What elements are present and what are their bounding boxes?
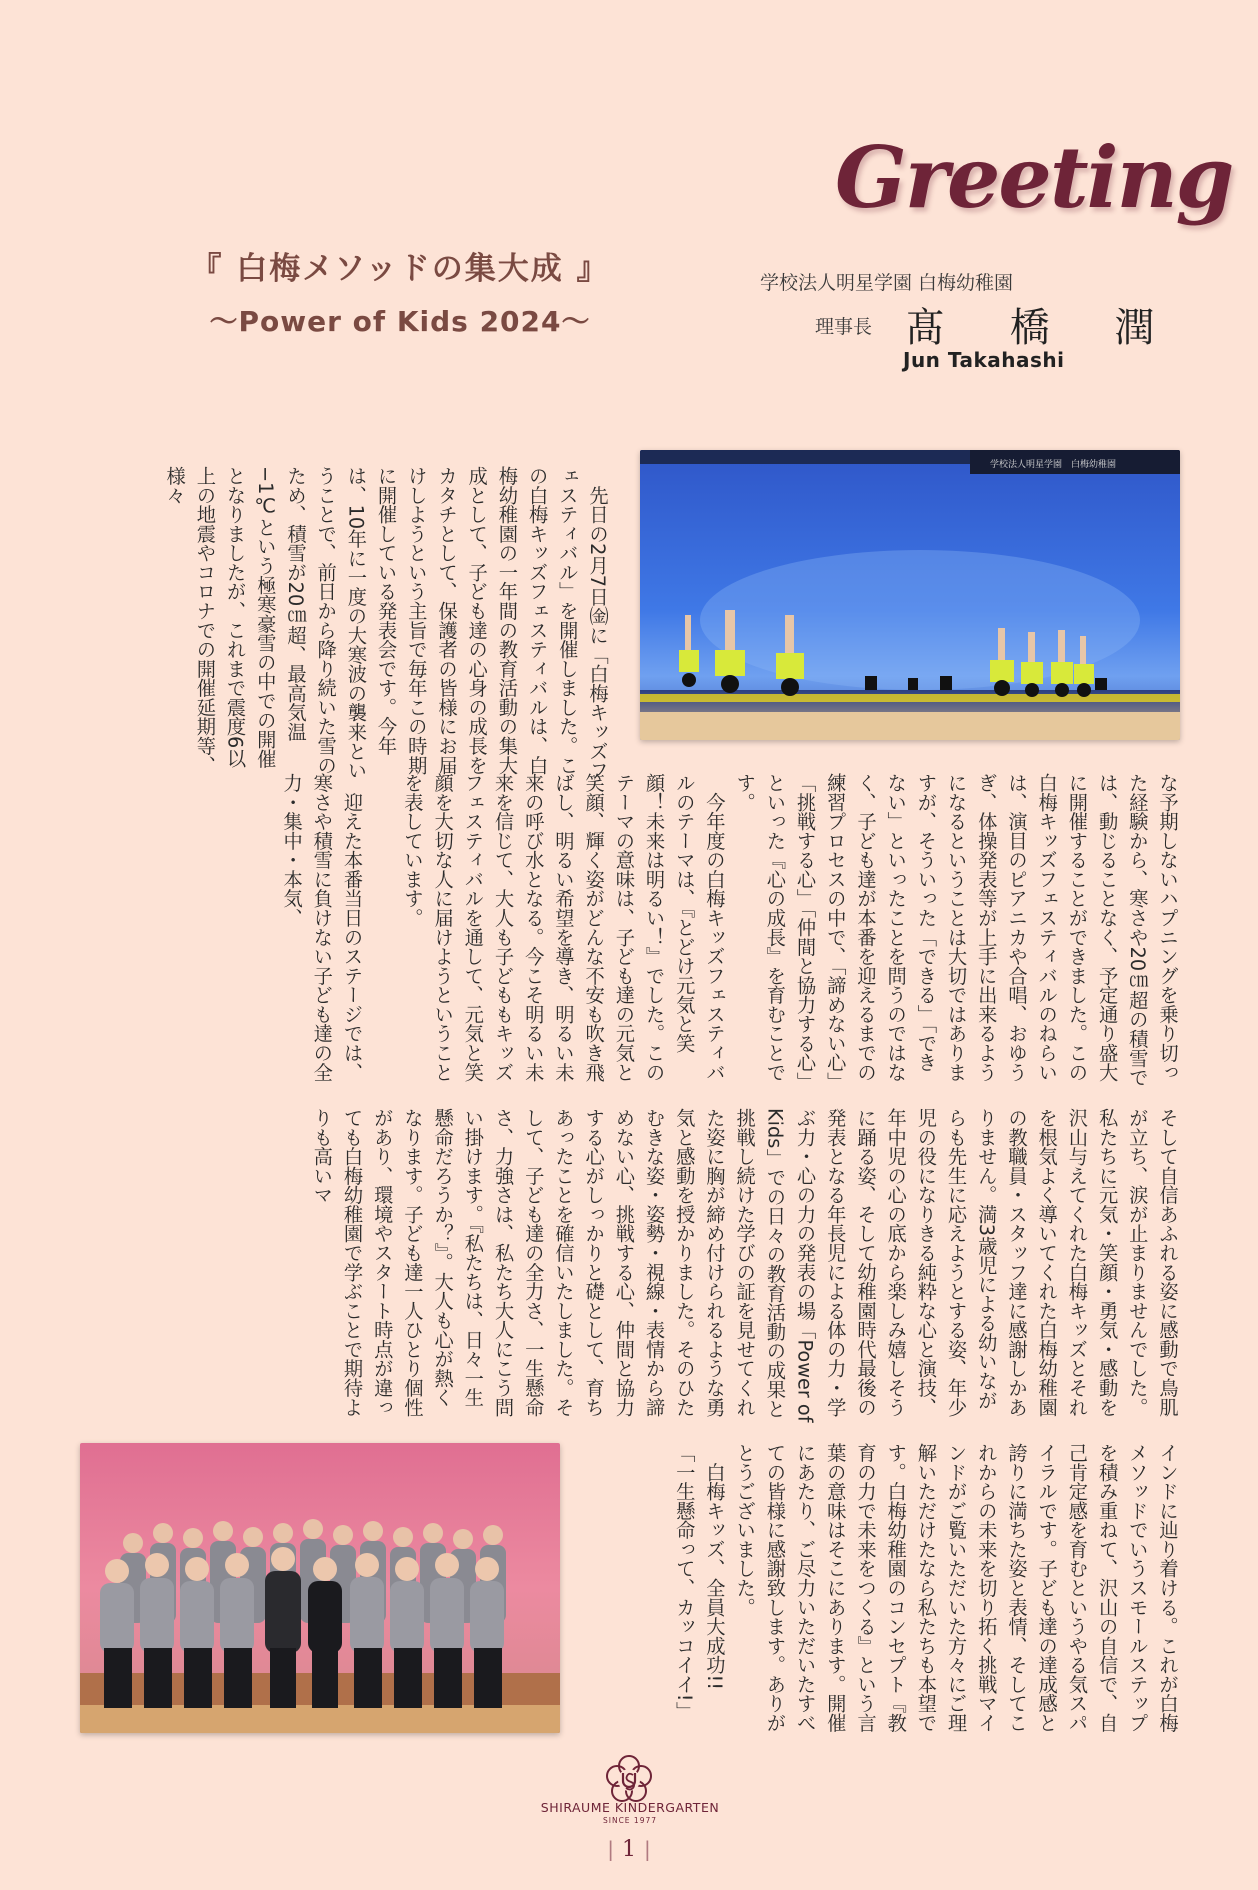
stage-performance-photo bbox=[640, 450, 1180, 740]
author-name-romaji: Jun Takahashi bbox=[903, 348, 1065, 372]
stage-banner-text: 学校法人明星学園 白梅幼稚園 bbox=[990, 460, 1117, 470]
body-text-lower: そして自信あふれる姿に感動で鳥肌が立ち、涙が止まりませんでした。私たちに元気・笑顔・勇気・感動を沢山与えてくれた白梅キッズとそれを根気よく導いてくれた白梅幼稚園の教職員・スタッフ達に感謝しかありません。満3歳児による幼いながらも先生に応えようとする姿、年少児の役になりきる純粋な心と演技、年中児の心の底から楽しみ嬉しそうに踊る姿、そして幼稚園時代最後の発表となる年長児による体の力・学ぶ力・心の力の発表の場「Power of Kids」での日々の教育活動の成果と挑戦し続けた学びの証を見せてくれた姿に胸が締め付けられるような勇気と感動を授かりました。そのひたむきな姿・姿勢・視線・表情から諦めない心、挑戦する心、仲間と協力する心がしっかりと礎として、育ちあったことを確信いたしました。そして、子ども達の全力さ、一生懸命さ、力強さは、私たち大人にこう問い掛けます。『私たちは、日々一生懸命だろうか？』。大人も心が熱くなります。子ども達一人ひとり個性があり、環境やスタート時点が違っても白梅幼稚園で学ぶことで期待よりも高いマ bbox=[310, 1108, 1179, 1423]
page-number-divider-right: | bbox=[644, 1837, 651, 1861]
author-name: 髙 橋 潤 bbox=[905, 305, 1181, 351]
body-text-bottom-right: インドに辿り着ける。これが白梅メソッドでいうスモールステップを積み重ねて、沢山の自信で、自己肯定感を育むというやる気スパイラルです。子ども達の達成感と誇りに満ちた姿と表情、そしてこれからの未来を切り拓く挑戦マインドがご覧いただいた方々にご理解いただけたなら私たちも本望です。白梅幼稚園のコンセプト『教育の力で未来をつくる』という言葉の意味はそこにあります。開催にあたり、ご尽力いただいたすべての皆様に感謝致します。ありがとうございました。 白梅キッズ、全員大成功!! 「一生懸命って、カッコイイ!」 bbox=[672, 1443, 1179, 1733]
greeting-heading: Greeting bbox=[835, 128, 1233, 227]
kindergarten-since: SINCE 1977 bbox=[602, 1816, 658, 1825]
page-number-divider-left: | bbox=[607, 1837, 614, 1861]
article-title: 『 白梅メソッドの集大成 』 bbox=[190, 251, 610, 287]
author-role: 理事長 bbox=[815, 316, 873, 338]
body-text-middle: な予期しないハプニングを乗り切った経験から、寒さや20㎝超の積雪では、動じることなく、予定通り盛大に開催することができました。この白梅キッズフェスティバルのねらいは、演目のピアニカや合唱、おゆうぎ、体操発表等が上手に出来るようになるということは大切ではありますが、そういった「できる」「できない」といったことを問うのではなく、子ども達が本番を迎えるまでの練習プロセスの中で、「諦めない心」「挑戦する心」「仲間と協力する心」といった『心の成長』を育むことです。 今年度の白梅キッズフェスティバルのテーマは、『とどけ元気と笑顔！未来は明るい！』でした。このテーマの意味は、子ども達の元気と笑顔、輝く姿がどんな不安も吹き飛ばし、明るい希望を導き、明るい未来の呼び水となる。今こそ明るい未来を信じて、大人も子どももキッズフェスティバルを通して、元気と笑顔を大切な人に届けようということを表しています。 迎えた本番当日のステージでは、寒さや積雪に負けない子ども達の全力・集中・本気、 bbox=[280, 773, 1179, 1087]
article-subtitle: 〜Power of Kids 2024〜 bbox=[209, 305, 591, 338]
page-number-value: 1 bbox=[622, 1837, 636, 1862]
group-photo bbox=[80, 1443, 560, 1733]
organization-name: 学校法人明星学園 白梅幼稚園 bbox=[760, 272, 1014, 294]
kindergarten-logo-icon bbox=[600, 1755, 658, 1805]
kindergarten-name: SHIRAUME KINDERGARTEN bbox=[540, 1800, 720, 1815]
page-number bbox=[590, 1837, 668, 1862]
body-text-top-left: 先日の2月7日㈮に「白梅キッズフェスティバル」を開催しました。この白梅キッズフェスティバルは、白梅幼稚園の一年間の教育活動の集大成として、子ども達の心身の成長をカタチとして、保護者の皆様にお届けしようという主旨で毎年この時期に開催している発表会です。今年は、10年に一度の大寒波の襲来ということで、前日から降り続いた雪のため、積雪が20㎝超、最高気温−1℃という極寒豪雪の中での開催となりましたが、これまで震度6以上の地震やコロナでの開催延期等、様々 bbox=[163, 466, 609, 780]
